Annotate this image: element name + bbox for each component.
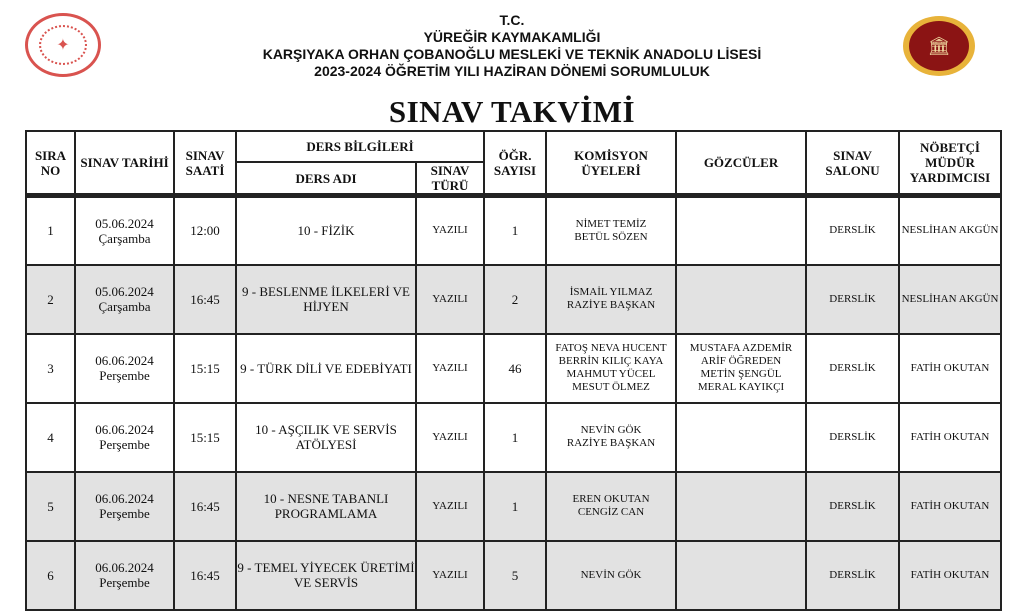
school-logo: 🏛	[903, 16, 975, 76]
cell-date	[75, 403, 174, 472]
exam-type: YAZILI	[432, 361, 468, 374]
commission-member: NEVİN GÖK	[580, 568, 642, 581]
table-row	[26, 334, 1001, 403]
cell-observers	[676, 541, 806, 610]
exam-room: DERSLİK	[829, 224, 876, 237]
col-nobetci: NÖBETÇİ MÜDÜR YARDIMCISI	[899, 131, 1001, 196]
exam-room: DERSLİK	[829, 430, 876, 443]
commission-member: BETÜL SÖZEN	[574, 230, 648, 243]
cell-room	[806, 472, 899, 541]
ministry-logo: ✦	[25, 13, 101, 77]
cell-course	[236, 265, 416, 334]
course-name: 10 - FİZİK	[297, 223, 355, 239]
cell-date	[75, 265, 174, 334]
header-line: 2023-2024 ÖĞRETİM YILI HAZİRAN DÖNEMİ SORUMLULUK	[314, 63, 710, 79]
cell-no	[26, 334, 75, 403]
course-name: 9 - TÜRK DİLİ VE EDEBİYATI	[240, 360, 412, 376]
cell-observers	[676, 472, 806, 541]
exam-date: 05.06.2024	[95, 284, 154, 299]
row-number: 3	[47, 360, 54, 376]
col-ders-adi: DERS ADI	[236, 162, 416, 196]
cell-type	[416, 265, 484, 334]
cell-course	[236, 541, 416, 610]
header-line: YÜREĞİR KAYMAKAMLIĞI	[423, 29, 601, 45]
observer: ARİF ÖĞREDEN	[700, 355, 782, 367]
observer: MUSTAFA AZDEMİR	[689, 342, 793, 354]
duty-assistant: NESLİHAN AKGÜN	[901, 292, 999, 305]
cell-count	[484, 334, 546, 403]
cell-duty	[899, 265, 1001, 334]
row-number: 1	[47, 223, 54, 239]
header-line: KARŞIYAKA ORHAN ÇOBANOĞLU MESLEKİ VE TEKNİK ANADOLU LİSESİ	[262, 46, 762, 62]
student-count: 1	[511, 429, 519, 445]
student-count: 2	[511, 291, 519, 307]
row-number: 2	[47, 291, 54, 307]
exam-time: 16:45	[190, 291, 220, 307]
col-salon: SINAV SALONU	[806, 131, 899, 196]
exam-day: Çarşamba	[98, 299, 151, 314]
cell-observers	[676, 334, 806, 403]
exam-time: 16:45	[190, 567, 220, 583]
exam-date: 06.06.2024	[95, 491, 154, 506]
cell-type	[416, 472, 484, 541]
cell-course	[236, 403, 416, 472]
cell-commission	[546, 403, 676, 472]
row-number: 6	[47, 567, 54, 583]
cell-duty	[899, 541, 1001, 610]
cell-room	[806, 196, 899, 265]
col-sinav-turu: SINAV TÜRÜ	[416, 162, 484, 196]
col-sira-no: SIRA NO	[26, 131, 75, 196]
exam-time: 12:00	[190, 223, 220, 239]
duty-assistant: NESLİHAN AKGÜN	[901, 224, 999, 237]
table-row	[26, 265, 1001, 334]
page-title: SINAV TAKVİMİ	[388, 94, 636, 129]
cell-duty	[899, 334, 1001, 403]
exam-date: 06.06.2024	[95, 422, 154, 437]
exam-day: Çarşamba	[98, 230, 151, 246]
cell-count	[484, 403, 546, 472]
student-count: 1	[511, 498, 519, 514]
cell-observers	[676, 403, 806, 472]
exam-day: Perşembe	[99, 506, 150, 521]
cell-type	[416, 334, 484, 403]
course-name: 9 - BESLENME İLKELERİ VE HİJYEN	[241, 284, 411, 314]
cell-observers	[676, 196, 806, 265]
cell-count	[484, 196, 546, 265]
cell-room	[806, 265, 899, 334]
exam-room: DERSLİK	[829, 568, 876, 581]
col-tarih: SINAV TARİHİ	[75, 131, 174, 196]
cell-room	[806, 541, 899, 610]
exam-date: 06.06.2024	[95, 560, 154, 575]
table-row	[26, 403, 1001, 472]
table-row	[26, 196, 1001, 265]
document-header	[0, 12, 1024, 80]
duty-assistant: FATİH OKUTAN	[910, 499, 990, 512]
exam-day: Perşembe	[99, 575, 150, 590]
commission-member: MAHMUT YÜCEL	[566, 368, 656, 380]
observer: METİN ŞENGÜL	[700, 368, 782, 380]
table-row	[26, 541, 1001, 610]
cell-room	[806, 403, 899, 472]
cell-no	[26, 541, 75, 610]
cell-count	[484, 541, 546, 610]
cell-time	[174, 403, 236, 472]
cell-duty	[899, 196, 1001, 265]
cell-commission	[546, 265, 676, 334]
cell-time	[174, 196, 236, 265]
col-ogr-sayisi: ÖĞR. SAYISI	[484, 131, 546, 196]
commission-member: EREN OKUTAN	[572, 493, 650, 505]
commission-member: İSMAİL YILMAZ	[569, 286, 653, 298]
student-count: 5	[511, 567, 519, 583]
cell-type	[416, 196, 484, 265]
cell-time	[174, 334, 236, 403]
duty-assistant: FATİH OKUTAN	[910, 430, 990, 443]
duty-assistant: FATİH OKUTAN	[910, 568, 990, 581]
commission-member: NEVİN GÖK	[580, 424, 642, 436]
cell-commission	[546, 541, 676, 610]
exam-date: 06.06.2024	[95, 353, 154, 368]
col-komisyon: KOMİSYON ÜYELERİ	[546, 131, 676, 196]
cell-time	[174, 541, 236, 610]
observer: MERAL KAYIKÇI	[697, 381, 785, 393]
cell-type	[416, 403, 484, 472]
cell-duty	[899, 403, 1001, 472]
exam-date: 05.06.2024	[95, 215, 154, 231]
exam-type: YAZILI	[432, 430, 468, 443]
commission-member: FATOŞ NEVA HUCENT	[555, 342, 667, 354]
col-saat: SINAV SAATİ	[174, 131, 236, 196]
commission-member: BERRİN KILIÇ KAYA	[558, 355, 664, 367]
col-ders-bilgileri: DERS BİLGİLERİ	[236, 131, 484, 162]
cell-no	[26, 265, 75, 334]
cell-course	[236, 472, 416, 541]
exam-time: 15:15	[190, 429, 220, 445]
commission-member: NİMET TEMİZ	[575, 217, 647, 230]
commission-member: CENGİZ CAN	[577, 506, 645, 518]
cell-time	[174, 265, 236, 334]
exam-day: Perşembe	[99, 368, 150, 383]
cell-count	[484, 265, 546, 334]
cell-commission	[546, 334, 676, 403]
cell-no	[26, 196, 75, 265]
student-count: 1	[511, 223, 519, 239]
cell-date	[75, 541, 174, 610]
exam-type: YAZILI	[432, 224, 468, 237]
cell-date	[75, 334, 174, 403]
cell-room	[806, 334, 899, 403]
cell-course	[236, 196, 416, 265]
course-name: 9 - TEMEL YİYECEK ÜRETİMİ VE SERVİS	[237, 560, 415, 590]
student-count: 46	[508, 360, 522, 376]
cell-commission	[546, 472, 676, 541]
commission-member: RAZİYE BAŞKAN	[566, 299, 656, 311]
exam-type: YAZILI	[432, 568, 468, 581]
cell-course	[236, 334, 416, 403]
table-row	[26, 472, 1001, 541]
exam-schedule-table	[25, 130, 1002, 611]
exam-time: 15:15	[190, 360, 220, 376]
cell-commission	[546, 196, 676, 265]
exam-type: YAZILI	[432, 292, 468, 305]
exam-room: DERSLİK	[829, 292, 876, 305]
col-gozculer: GÖZCÜLER	[676, 131, 806, 196]
commission-member: RAZİYE BAŞKAN	[566, 437, 656, 449]
row-number: 5	[47, 498, 54, 514]
cell-no	[26, 403, 75, 472]
exam-day: Perşembe	[99, 437, 150, 452]
cell-duty	[899, 472, 1001, 541]
cell-date	[75, 472, 174, 541]
commission-member: MESUT ÖLMEZ	[572, 381, 650, 393]
exam-room: DERSLİK	[829, 499, 876, 512]
header-line: T.C.	[499, 12, 525, 28]
cell-date	[75, 196, 174, 265]
cell-time	[174, 472, 236, 541]
course-name: 10 - AŞÇILIK VE SERVİS ATÖLYESİ	[255, 422, 397, 452]
duty-assistant: FATİH OKUTAN	[910, 361, 990, 374]
cell-type	[416, 541, 484, 610]
row-number: 4	[47, 429, 54, 445]
cell-count	[484, 472, 546, 541]
cell-observers	[676, 265, 806, 334]
course-name: 10 - NESNE TABANLI PROGRAMLAMA	[263, 491, 389, 521]
exam-type: YAZILI	[432, 499, 468, 512]
exam-room: DERSLİK	[829, 361, 876, 374]
cell-no	[26, 472, 75, 541]
exam-time: 16:45	[190, 498, 220, 514]
